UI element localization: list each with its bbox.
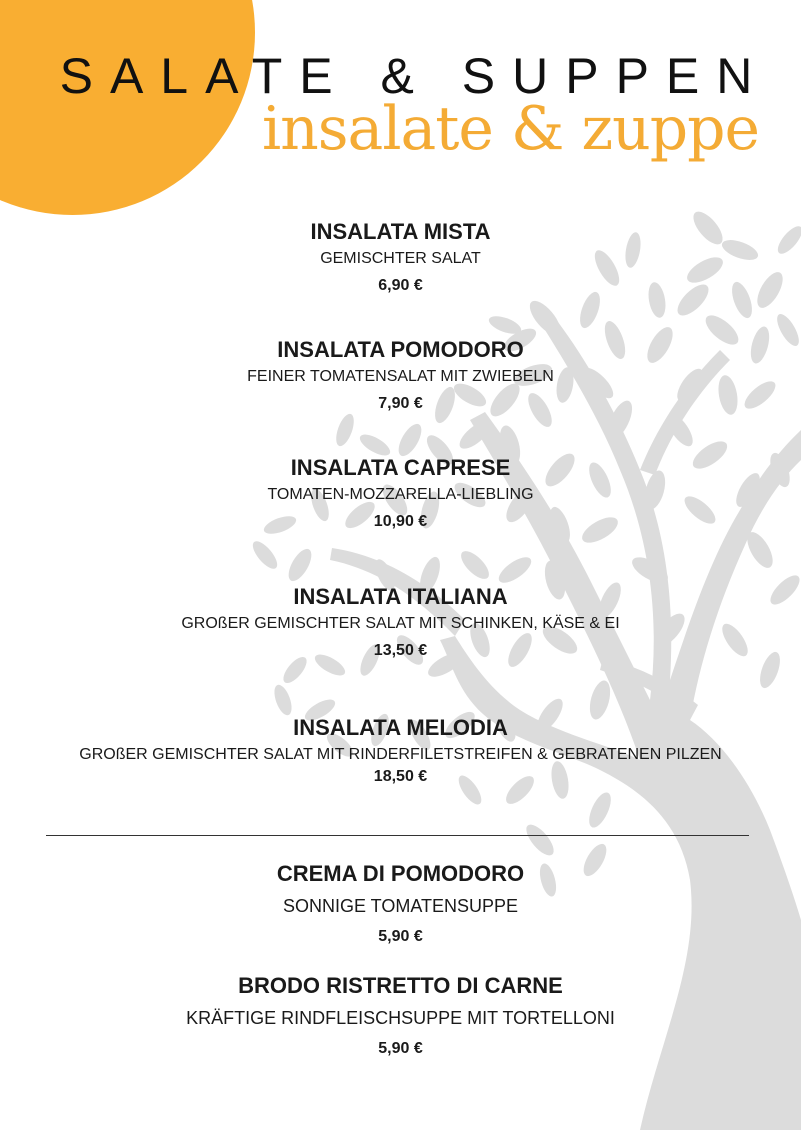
page-title: SALATE & SUPPEN (59, 48, 770, 104)
menu-item (0, 714, 801, 788)
item-price: 18,50 € (373, 768, 428, 785)
item-price: 13,50 € (373, 642, 428, 659)
item-description: TOMATEN-MOZZARELLA-LIEBLING (267, 486, 534, 503)
item-name: INSALATA POMODORO (277, 337, 524, 362)
item-description: FEINER TOMATENSALAT MIT ZWIEBELN (247, 368, 554, 385)
item-price: 7,90 € (378, 395, 423, 412)
menu-item (0, 336, 801, 415)
item-description: GROßER GEMISCHTER SALAT MIT SCHINKEN, KÄSE & EI (181, 615, 620, 632)
item-name: INSALATA CAPRESE (290, 455, 511, 480)
item-description: GROßER GEMISCHTER SALAT MIT RINDERFILETSTREIFEN & GEBRATENEN PILZEN (79, 746, 722, 763)
item-description: SONNIGE TOMATENSUPPE (282, 896, 519, 916)
item-name: INSALATA ITALIANA (293, 584, 508, 609)
item-price: 6,90 € (378, 277, 423, 294)
item-name: INSALATA MELODIA (293, 715, 508, 740)
item-price: 5,90 € (378, 928, 423, 945)
item-name: BRODO RISTRETTO DI CARNE (238, 973, 563, 998)
item-name: INSALATA MISTA (310, 219, 491, 244)
menu-item (0, 972, 801, 1060)
item-price: 10,90 € (373, 513, 428, 530)
section-divider (46, 835, 749, 836)
menu-item (0, 454, 801, 533)
menu-item (0, 583, 801, 662)
item-name: CREMA DI POMODORO (276, 861, 525, 886)
menu-item (0, 860, 801, 948)
menu-item (0, 218, 801, 297)
item-price: 5,90 € (378, 1040, 423, 1057)
page-subtitle: insalate & zuppe (261, 94, 760, 164)
item-description: GEMISCHTER SALAT (320, 250, 481, 267)
item-description: KRÄFTIGE RINDFLEISCHSUPPE MIT TORTELLONI (186, 1008, 615, 1028)
